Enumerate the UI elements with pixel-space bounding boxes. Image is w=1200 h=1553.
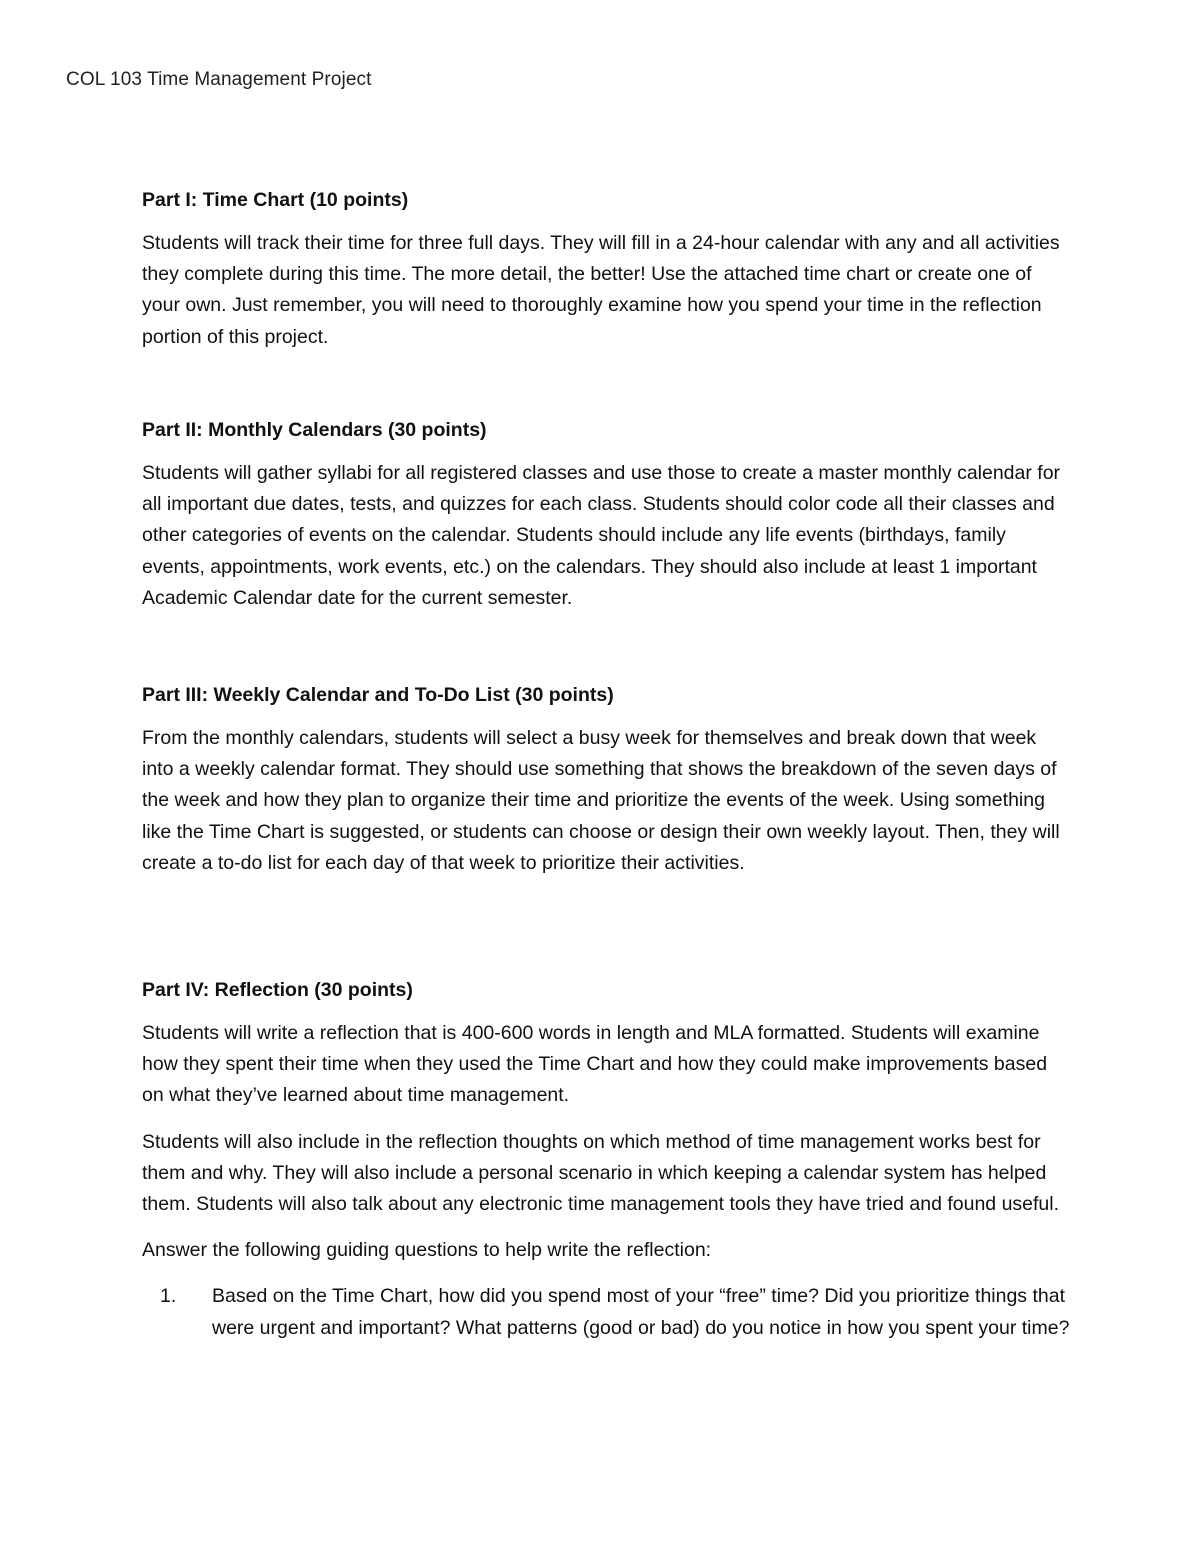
section-monthly-calendars [142,416,1072,681]
list-item-text: Based on the Time Chart, how did you spend most of your “free” time? Did you prioritize things that were urgent and important? What patterns (good or bad) do you notice in how you spent your time? [212,1285,1070,1339]
section-paragraph: Students will track their time for three full days. They will fill in a 24-hour calendar with any and all activities they complete during this time. The more detail, the better! Use the attached time chart or create one of your own. Just remember, you will need to thoroughly examine how you spend your time in the reflection portion of this project. [142,232,1060,348]
section-heading: Part II: Monthly Calendars (30 points) [142,419,487,441]
list-item [142,1281,1072,1343]
guiding-questions-list [142,1281,1072,1343]
section-paragraph: Students will write a reflection that is 400-600 words in length and MLA formatted. Students will examine how they spent their time when they used the Time Chart and how they could make improvements based on what they’ve learned about time management. [142,1022,1048,1107]
section-paragraph: Students will also include in the reflection thoughts on which method of time management works best for them and why. They will also include a personal scenario in which keeping a calendar system has helped them. Students will also talk about any electronic time management tools they have tried and found useful. [142,1130,1060,1216]
document-body [142,186,1072,1344]
section-paragraph: Students will gather syllabi for all registered classes and use those to create a master monthly calendar for all important due dates, tests, and quizzes for each class. Students should color code all their classes and other categories of events on the calendar. Students should include any life events (birthdays, family events, appointments, work events, etc.) on the calendars. They should also include at least 1 important Academic Calendar date for the current semester. [142,462,1061,609]
section-heading: Part IV: Reflection (30 points) [142,979,413,1001]
section-weekly-calendar [142,681,1072,976]
section-heading: Part III: Weekly Calendar and To-Do List (30 points) [142,684,614,706]
page-header: COL 103 Time Management Project [66,69,372,90]
section-time-chart [142,186,1072,416]
section-heading: Part I: Time Chart (10 points) [142,189,409,211]
section-reflection [142,976,1072,1344]
section-paragraph: Answer the following guiding questions to help write the reflection: [142,1239,712,1262]
section-paragraph: From the monthly calendars, students will select a busy week for themselves and break down that week into a weekly calendar format. They should use something that shows the breakdown of the seven days of the week and how they plan to organize their time and prioritize the events of the week. Using something like the Time Chart is suggested, or students can choose or design their own weekly layout. Then, they will create a to-do list for each day of that week to prioritize their activities. [142,727,1060,874]
list-item-number: 1. [160,1285,177,1308]
